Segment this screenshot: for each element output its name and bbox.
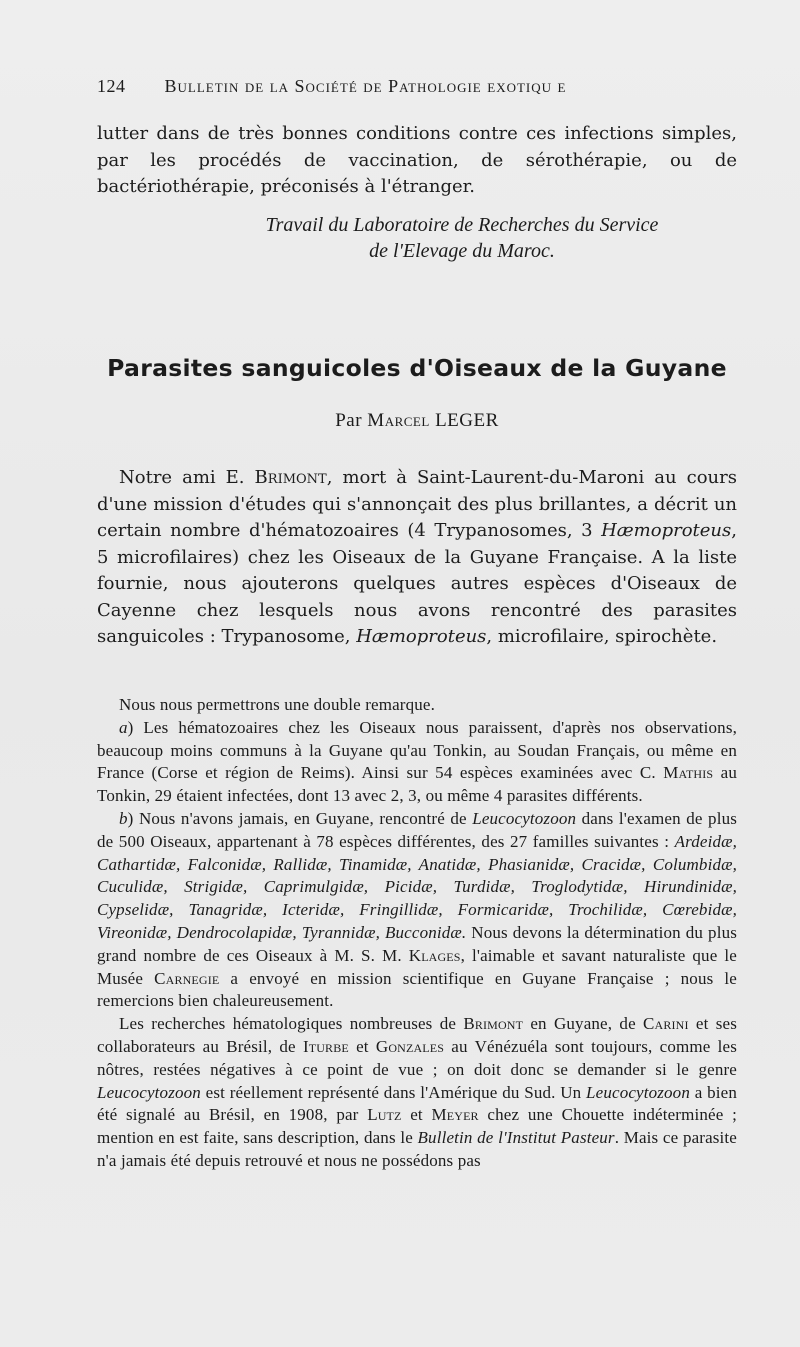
genus-name: Hæmoproteus: [356, 626, 487, 647]
journal-reference: Bulletin de l'Institut Pasteur: [417, 1128, 615, 1148]
remark-paragraph: Nous nous permettrons une double remarque.: [119, 695, 436, 714]
continuation-paragraph: lutter dans de très bonnes conditions contre ces infections simples, par les procédés de vaccination, de sérothérapie, ou de bactériothérapie, préconisés à l'étranger.: [97, 123, 737, 197]
author-name: Carini: [643, 1014, 689, 1034]
credit-line-1: Travail du Laboratoire de Recherches du Service: [265, 214, 659, 236]
text-run: et ses collaborateurs au Brésil, de: [97, 1014, 737, 1056]
author-name: Iturbe: [302, 1036, 349, 1056]
text-run: Nous devons la détermination du plus grand nombre de ces Oiseaux à M. S. M.: [97, 922, 737, 965]
text-run: a bien été signalé au Brésil, en 1908, par: [97, 1082, 737, 1125]
museum-name: Carnegie: [154, 968, 220, 988]
text-run: chez une Chouette indéterminée ; mention en est faite, sans description, dans le: [97, 1105, 737, 1148]
text-run: en Guyane, de: [523, 1014, 644, 1034]
author-first-name: Marcel: [367, 410, 430, 431]
text-run: ) Nous n'avons jamais, en Guyane, rencontré de: [127, 808, 473, 828]
genus-name: Leucocytozoon: [472, 808, 577, 828]
text-run: est réellement représenté dans l'Amérique du Sud. Un: [200, 1082, 587, 1102]
previous-article-ending: [97, 121, 737, 201]
remark-b-paragraph: [97, 808, 737, 1013]
bird-families-list: Ardeidæ, Cathartidæ, Falconidæ, Rallidæ, Tinamidæ, Anatidæ, Phasianidæ, Cracidæ, Columbidæ, Cuculidæ, Strigidæ, Caprimulgidæ, Picidæ, Turdidæ, Troglodytidæ, Hirundinidæ, Cypselidæ, Tanagridæ, Icteridæ, Fringillidæ, Formicaridæ, Trochilidæ, Cœrebidæ, Vireonidæ, Dendrocolapidæ, Tyrannidæ, Bucconidæ.: [97, 831, 737, 942]
text-run: au Vénézuéla sont toujours, comme les nôtres, restées négatives à ce point de vue ; on doit donc se demander si le genre: [97, 1036, 738, 1079]
author-name: Mathis: [663, 763, 714, 783]
journal-title: Bulletin de la Société de Pathologie exotiqu e: [164, 76, 567, 96]
article-intro: [97, 465, 737, 651]
running-header: [97, 76, 689, 97]
author-name: Lutz: [367, 1105, 402, 1125]
laboratory-credit: [97, 212, 737, 264]
text-run: Les recherches hématologiques nombreuses de: [119, 1014, 464, 1034]
article-title: Parasites sanguicoles d'Oiseaux de la Guyane: [107, 354, 727, 382]
text-run: Notre ami E.: [119, 467, 255, 488]
text-run: a envoyé en mission scientifique en Guyane Française ; nous le remercions bien chaleureusement.: [97, 968, 737, 1011]
text-run: au Tonkin, 29 étaient infectées, dont 13 avec 2, 3, ou même 4 parasites différents.: [97, 763, 737, 806]
byline-prefix: Par: [335, 410, 363, 431]
genus-name: Leucocytozoon: [97, 1082, 201, 1102]
author-name: Brimont: [463, 1014, 524, 1034]
article-byline: [97, 410, 737, 432]
text-run: et: [348, 1036, 376, 1056]
article-body-small: [97, 694, 737, 1173]
text-run: , 5 microfilaires) chez les Oiseaux de la Guyane Française. A la liste fournie, nous ajouterons quelques autres espèces d'Oiseaux de Cayenne chez lesquels nous avons rencontré des parasites sanguicoles : Trypanosome,: [97, 520, 737, 647]
text-run: . Mais ce parasite n'a jamais été depuis retrouvé et nous ne possédons pas: [97, 1128, 737, 1170]
credit-line-2: de l'Elevage du Maroc.: [369, 240, 555, 262]
text-run: ) Les hématozoaires chez les Oiseaux nous paraissent, d'après nos observations, beaucoup moins communs à la Guyane qu'au Tonkin, au Soudan Français, ou même en France (Corse et région de Reims). Ainsi sur 54 espèces examinées avec C.: [97, 717, 737, 783]
text-run: , l'aimable et savant naturaliste que le Musée: [97, 945, 737, 988]
text-run: et: [401, 1105, 432, 1125]
intro-paragraph: [97, 465, 737, 651]
text-run: dans l'examen de plus de 500 Oiseaux, appartenant à 78 espèces différentes, des 27 familles suivantes :: [97, 808, 738, 851]
author-name: Meyer: [431, 1105, 479, 1125]
author-name: Klages: [408, 945, 461, 965]
list-label: a: [119, 717, 128, 737]
remark-a-paragraph: [97, 717, 737, 808]
text-run: , microfilaire, spirochète.: [486, 626, 718, 647]
text-run: , mort à Saint-Laurent-du-Maroni au cours d'une mission d'études qui s'annonçait des plus brillantes, a décrit un certain nombre d'hématozoaires (4 Trypanosomes, 3: [97, 467, 737, 541]
author-name: Gonzales: [375, 1036, 445, 1056]
author-last-name: LEGER: [435, 410, 499, 431]
page-number: 124: [97, 76, 126, 96]
genus-name: Hæmoproteus: [601, 520, 732, 541]
list-label: b: [119, 808, 128, 828]
genus-name: Leucocytozoon: [586, 1082, 690, 1102]
author-name: Brimont: [254, 467, 327, 488]
research-paragraph: [97, 1013, 737, 1173]
